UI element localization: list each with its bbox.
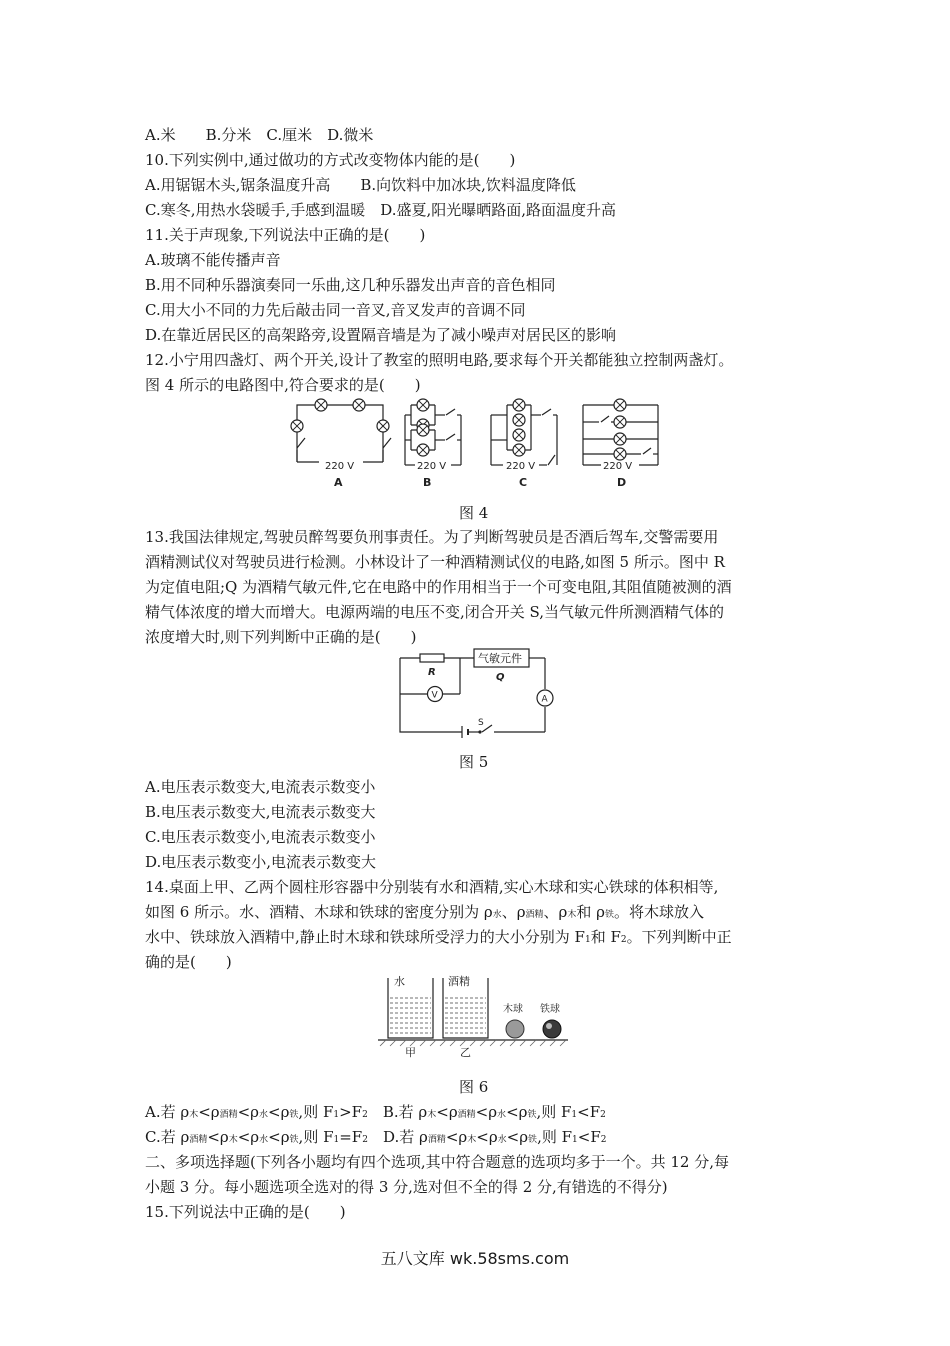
fig4-voltage-b: 220 V [417,461,447,472]
q10-stem: 10.下列实例中,通过做功的方式改变物体内能的是( ) [145,151,516,169]
q15-stem: 15.下列说法中正确的是( ) [145,1203,346,1221]
figure-6-caption: 图 6 [459,1078,489,1096]
q11-option-c: C.用大小不同的力先后敲击同一音叉,音叉发声的音调不同 [145,301,526,319]
q9-options: A.米 B.分米 C.厘米 D.微米 [145,126,374,144]
fig6-wood-label: 木球 [503,1004,523,1015]
fig4-label-d: D [617,476,627,489]
figure-5-circuit [392,648,560,740]
q13-stem-line2: 酒精测试仪对驾驶员进行检测。小林设计了一种酒精测试仪的电路,如图 5 所示。图中 R [145,553,725,571]
fig5-ammeter-label: A [541,694,548,705]
fig6-jia-label: 甲 [405,1046,416,1059]
fig5-voltmeter-label: V [431,690,438,701]
q13-option-c: C.电压表示数变小,电流表示数变小 [145,828,376,846]
figure-4-circuits [285,392,670,492]
q12-stem-line2: 图 4 所示的电路图中,符合要求的是( ) [145,376,421,394]
q12-stem-line1: 12.小宁用四盏灯、两个开关,设计了教室的照明电路,要求每个开关都能独立控制两盏灯。 [145,351,734,369]
iron-ball [543,1020,561,1038]
fig4-label-c: C [519,476,528,489]
q13-stem-line3: 为定值电阻;Q 为酒精气敏元件,它在电路中的作用相当于一个可变电阻,其阻值随被测的酒 [145,578,732,596]
fig5-label-r: R [428,667,436,678]
fig6-iron-label: 铁球 [540,1004,560,1015]
fig5-label-q: Q [496,672,505,683]
q14-stem-line4: 确的是( ) [145,953,232,971]
q14-stem-line1: 14.桌面上甲、乙两个圆柱形容器中分别装有水和酒精,实心木球和实心铁球的体积相等, [145,878,719,896]
q14-options-cd: C.若 ρ酒精<ρ木<ρ水<ρ铁,则 F1=F2 D.若 ρ酒精<ρ木<ρ水<ρ铁,则 F1<F2 [145,1128,607,1146]
q11-stem: 11.关于声现象,下列说法中正确的是( ) [145,226,426,244]
fig5-switch-label: S [478,718,484,728]
section2-heading-line2: 小题 3 分。每小题选项全选对的得 3 分,选对但不全的得 2 分,有错选的不得分) [145,1178,668,1196]
q13-option-a: A.电压表示数变大,电流表示数变小 [145,778,376,796]
fig4-voltage-c: 220 V [506,461,536,472]
circuit-b [405,405,461,465]
q13-stem-line1: 13.我国法律规定,驾驶员醉驾要负刑事责任。为了判断驾驶员是否酒后驾车,交警需要用 [145,528,719,546]
q13-stem-line4: 精气体浓度的增大而增大。电源两端的电压不变,闭合开关 S,当气敏元件所测酒精气体的 [145,603,725,621]
q14-stem-line2: 如图 6 所示。水、酒精、木球和铁球的密度分别为 ρ水、ρ酒精、ρ木和 ρ铁。将木球放入 [145,903,704,921]
section2-heading-line1: 二、多项选择题(下列各小题均有四个选项,其中符合题意的选项均多于一个。共 12 分,每 [145,1153,730,1171]
q10-options-ab: A.用锯锯木头,锯条温度升高 B.向饮料中加冰块,饮料温度降低 [145,176,576,194]
q11-option-b: B.用不同种乐器演奏同一乐曲,这几种乐器发出声音的音色相同 [145,276,556,294]
figure-5-caption: 图 5 [459,753,489,771]
circuit-a [297,405,391,462]
fig6-water-label: 水 [394,975,405,988]
q14-stem-line3: 水中、铁球放入酒精中,静止时木球和铁球所受浮力的大小分别为 F1和 F2。下列判断中正 [145,928,732,946]
fig4-voltage-d: 220 V [603,461,633,472]
fig6-yi-label: 乙 [460,1046,471,1059]
figure-4-caption: 图 4 [459,504,489,522]
q11-option-a: A.玻璃不能传播声音 [145,251,281,269]
q11-option-d: D.在靠近居民区的高架路旁,设置隔音墙是为了减小噪声对居民区的影响 [145,326,617,344]
figure-6-containers [378,970,573,1060]
q14-options-ab: A.若 ρ木<ρ酒精<ρ水<ρ铁,则 F1>F2 B.若 ρ木<ρ酒精<ρ水<ρ铁,则 F1<F2 [145,1103,606,1121]
fig6-alcohol-label: 酒精 [448,975,470,988]
fig5-label-sensor: 气敏元件 [478,652,522,665]
q13-stem-line5: 浓度增大时,则下列判断中正确的是( ) [145,628,417,646]
footer-watermark: 五八文库 wk.58sms.com [380,1249,570,1268]
q13-option-b: B.电压表示数变大,电流表示数变大 [145,803,376,821]
fig4-voltage-a: 220 V [325,461,355,472]
fig4-label-b: B [423,476,432,489]
q13-option-d: D.电压表示数变小,电流表示数变大 [145,853,377,871]
wood-ball [506,1020,524,1038]
fig4-label-a: A [334,476,343,489]
q10-options-cd: C.寒冬,用热水袋暖手,手感到温暖 D.盛夏,阳光曝晒路面,路面温度升高 [145,201,617,219]
